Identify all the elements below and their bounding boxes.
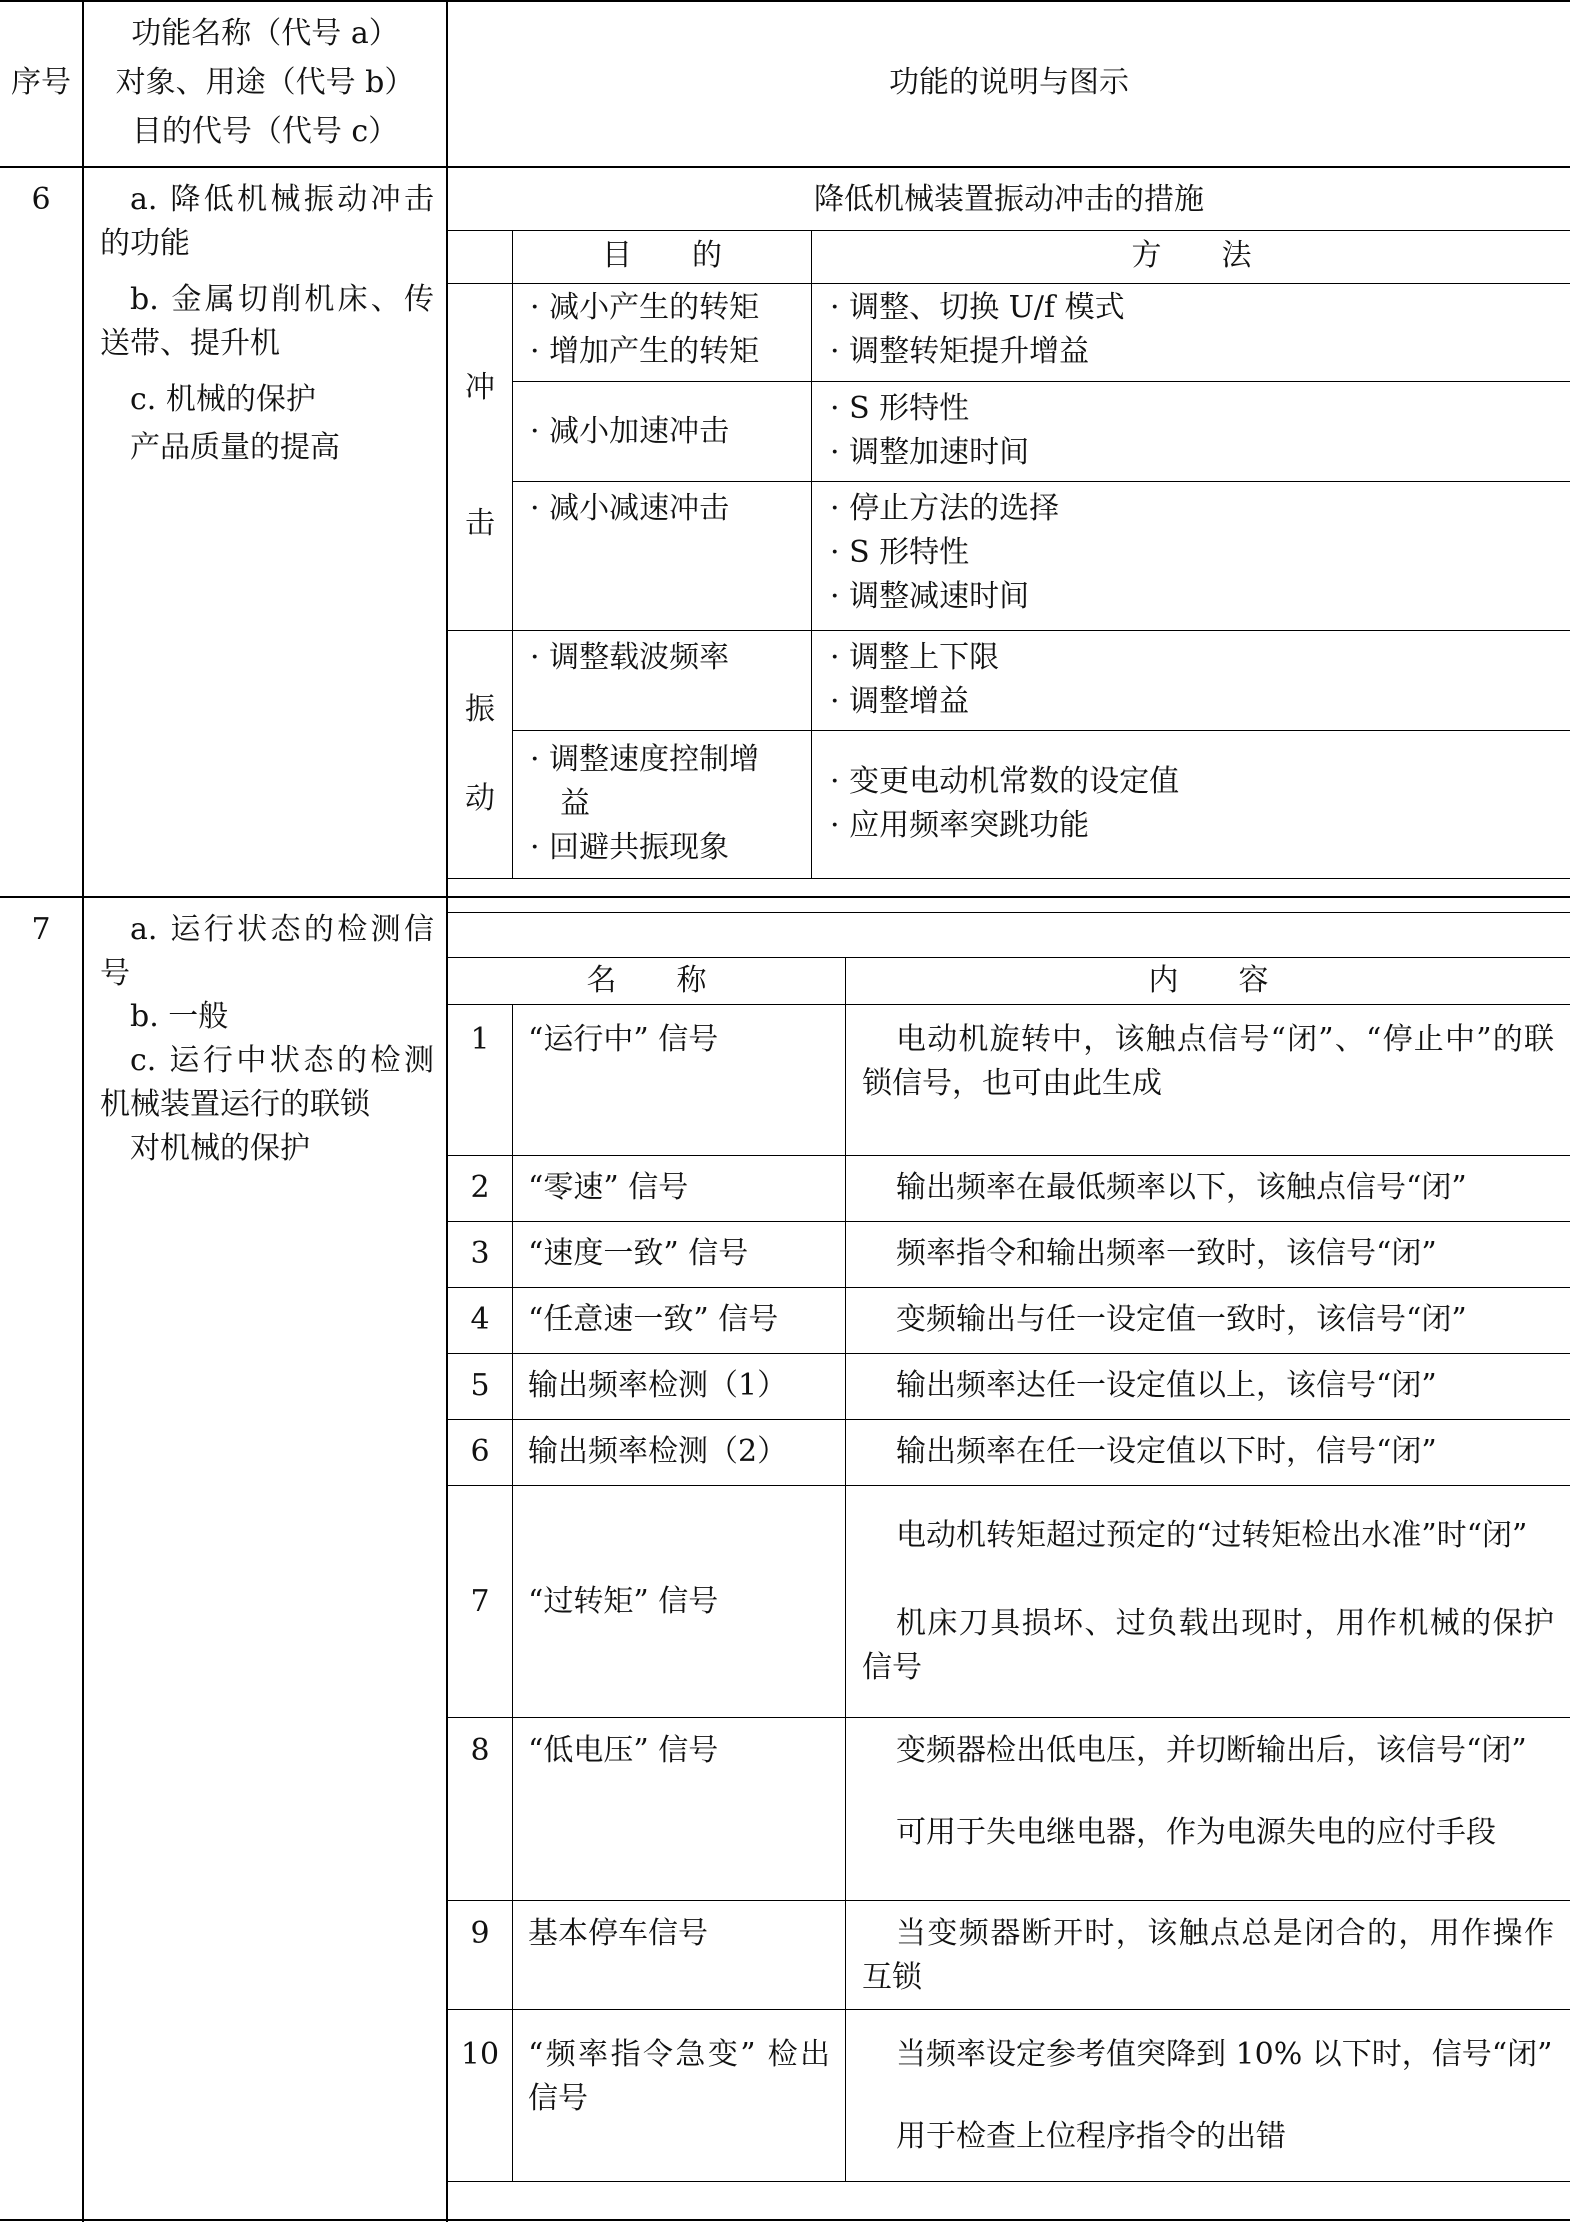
signal-content-2: 可用于失电继电器，作为电源失电的应付手段 <box>896 1815 1496 1850</box>
signal-number: 6 <box>470 1434 490 1469</box>
header-description: 功能的说明与图示 <box>889 65 1129 100</box>
row6-group-vib-1: 振 <box>465 692 495 727</box>
row6-r1-purpose: · 减小产生的转矩 · 增加产生的转矩 <box>530 290 760 369</box>
row6-r3-method: · 停止方法的选择 · S 形特性 · 调整减速时间 <box>830 491 1060 614</box>
row6-bottom-border <box>0 896 1570 898</box>
signal-number: 5 <box>470 1368 490 1403</box>
signal-name: “过转矩” 信号 <box>528 1584 719 1619</box>
row6-title-line <box>447 230 1570 231</box>
signal-content-2: 机床刀具损坏、过负载出现时，用作机械的保护信号 <box>862 1606 1554 1685</box>
signal-content-2: 用于检查上位程序指令的出错 <box>896 2119 1286 2154</box>
header-number: 序号 <box>11 65 71 100</box>
row6-group-vib-2: 动 <box>465 781 495 816</box>
signal-content: 电动机旋转中，该触点信号“闭”、“停止中”的联锁信号，也可由此生成 <box>862 1022 1554 1101</box>
row6-r4-method: · 调整上下限 · 调整增益 <box>830 640 1000 719</box>
row6-r4-purpose: · 调整载波频率 <box>530 640 730 675</box>
row7-desc-d: 对机械的保护 <box>130 1131 310 1166</box>
row6-table-title: 降低机械装置振动冲击的措施 <box>814 182 1204 217</box>
signal-name: “低电压” 信号 <box>528 1733 719 1768</box>
row7-sig2-line <box>447 1221 1570 1222</box>
row7-sig9-line <box>447 2009 1570 2010</box>
signal-number: 4 <box>470 1302 490 1337</box>
col1-divider <box>82 0 84 2222</box>
row6-purpose-divider <box>811 230 812 878</box>
signal-name: 输出频率检测（1） <box>528 1368 788 1403</box>
row6-colhead-line <box>447 283 1570 284</box>
row7-sig10-line <box>447 2181 1570 2182</box>
row6-group-divider <box>512 230 513 878</box>
row7-name-divider <box>845 957 846 2181</box>
col2-divider <box>446 0 448 2222</box>
row7-sig4-line <box>447 1353 1570 1354</box>
row6-shock-vib-line <box>447 630 1570 631</box>
signal-number: 1 <box>470 1022 490 1057</box>
row7-sig3-line <box>447 1287 1570 1288</box>
signal-number: 2 <box>470 1170 490 1205</box>
signal-number: 3 <box>470 1236 490 1271</box>
row6-desc-b: b. 金属切削机床、传送带、提升机 <box>100 282 434 361</box>
row7-desc-a: a. 运行状态的检测信号 <box>100 912 434 991</box>
row6-col-purpose: 目 的 <box>602 238 722 273</box>
signal-content: 电动机转矩超过预定的“过转矩检出水准”时“闭” <box>896 1518 1528 1553</box>
signal-name: “零速” 信号 <box>528 1170 689 1205</box>
row7-no-divider <box>512 1004 513 2181</box>
row7-number: 7 <box>31 912 51 947</box>
signal-content: 输出频率在任一设定值以下时，信号“闭” <box>896 1434 1437 1469</box>
bottom-border <box>0 2219 1570 2221</box>
signal-number: 8 <box>470 1733 490 1768</box>
signal-name: 基本停车信号 <box>528 1916 708 1951</box>
row6-col-method: 方 法 <box>1131 238 1252 273</box>
row6-r2-method: · S 形特性 · 调整加速时间 <box>830 391 1030 470</box>
header-function-name: 功能名称（代号 a） <box>131 16 399 51</box>
signal-content: 当变频器断开时，该触点总是闭合的，用作操作互锁 <box>862 1916 1554 1995</box>
row7-col-content: 内 容 <box>1148 963 1269 998</box>
signal-content: 输出频率在最低频率以下，该触点信号“闭” <box>896 1170 1467 1205</box>
signal-number: 10 <box>460 2037 500 2072</box>
signal-name: “速度一致” 信号 <box>528 1236 749 1271</box>
row6-r5-purpose: · 调整速度控制增 益 · 回避共振现象 <box>530 742 760 865</box>
signal-name: “任意速一致” 信号 <box>528 1302 779 1337</box>
row7-sig8-line <box>447 1900 1570 1901</box>
header-object-use: 对象、用途（代号 b） <box>115 65 415 100</box>
row6-desc-c: c. 机械的保护 <box>130 382 316 417</box>
signal-content: 变频输出与任一设定值一致时，该信号“闭” <box>896 1302 1467 1337</box>
header-purpose-code: 目的代号（代号 c） <box>131 114 399 149</box>
row6-r1-line <box>513 381 1570 382</box>
row6-desc-a: a. 降低机械振动冲击的功能 <box>100 182 434 261</box>
row6-end-line <box>447 878 1570 879</box>
row7-sig7-line <box>447 1717 1570 1718</box>
signal-name: 输出频率检测（2） <box>528 1434 788 1469</box>
row7-top-line <box>447 912 1570 913</box>
top-border <box>0 0 1570 2</box>
row7-desc-b: b. 一般 <box>130 999 229 1034</box>
row7-sig1-line <box>447 1155 1570 1156</box>
row7-colhead-line <box>447 1004 1570 1005</box>
signal-number: 9 <box>470 1916 490 1951</box>
row6-r1-method: · 调整、切换 U/f 模式 · 调整转矩提升增益 <box>830 290 1125 369</box>
signal-name: “运行中” 信号 <box>528 1022 719 1057</box>
signal-content: 变频器检出低电压，并切断输出后，该信号“闭” <box>896 1733 1527 1768</box>
row7-sig6-line <box>447 1485 1570 1486</box>
row7-sig5-line <box>447 1419 1570 1420</box>
row6-desc-d: 产品质量的提高 <box>130 430 340 465</box>
row6-r3-purpose: · 减小减速冲击 <box>530 491 730 526</box>
signal-content: 输出频率达任一设定值以上，该信号“闭” <box>896 1368 1437 1403</box>
signal-number: 7 <box>470 1584 490 1619</box>
signal-content: 当频率设定参考值突降到 10% 以下时，信号“闭” <box>896 2037 1553 2072</box>
row7-col-name: 名 称 <box>586 963 707 998</box>
row6-r2-line <box>513 481 1570 482</box>
header-bottom-border <box>0 166 1570 168</box>
row6-r5-method: · 变更电动机常数的设定值 · 应用频率突跳功能 <box>830 764 1180 843</box>
row6-number: 6 <box>31 182 51 217</box>
row6-r2-purpose: · 减小加速冲击 <box>530 414 730 449</box>
row7-desc-c: c. 运行中状态的检测机械装置运行的联锁 <box>100 1043 434 1122</box>
signal-name: “频率指令急变” 检出信号 <box>528 2037 830 2116</box>
row6-r4-line <box>513 730 1570 731</box>
row6-group-shock-2: 击 <box>465 506 495 541</box>
row6-group-shock-1: 冲 <box>465 370 495 405</box>
signal-content: 频率指令和输出频率一致时，该信号“闭” <box>896 1236 1437 1271</box>
